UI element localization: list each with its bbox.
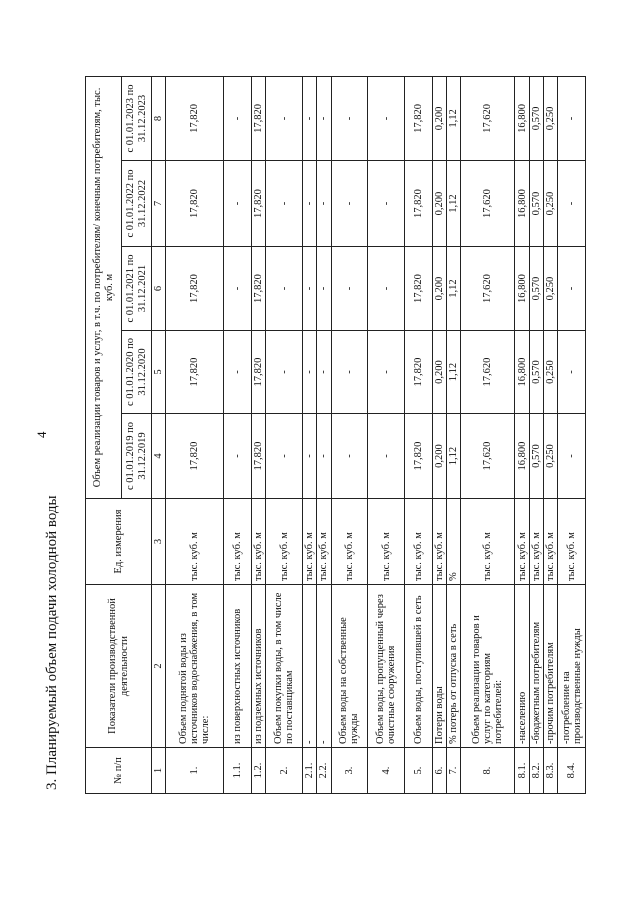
table-row — [266, 76, 303, 793]
row-value: 0,570 — [529, 76, 543, 160]
column-number: 7 — [152, 161, 166, 247]
water-supply-table — [85, 76, 586, 794]
row-value: 16,800 — [515, 414, 529, 499]
table-row — [331, 76, 368, 793]
header-period: с 01.01.2020 по 31.12.2020 — [122, 331, 152, 414]
row-indicator: -потребление на производственные нужды — [558, 585, 586, 748]
table-row — [515, 76, 529, 793]
row-indicator: - — [302, 585, 316, 748]
row-unit: тыс. куб. м — [224, 499, 252, 585]
row-value: - — [331, 161, 368, 247]
row-unit: тыс. куб. м — [405, 499, 433, 585]
row-value: - — [224, 247, 252, 331]
row-value: 16,800 — [515, 161, 529, 247]
row-value: - — [558, 331, 586, 414]
row-value: - — [558, 414, 586, 499]
row-number: 2. — [266, 748, 303, 794]
row-value: 1,12 — [446, 247, 460, 331]
row-value: 1,12 — [446, 76, 460, 160]
header-num: № п/п — [86, 748, 152, 794]
row-value: - — [331, 76, 368, 160]
row-value: - — [224, 161, 252, 247]
row-unit: тыс. куб. м — [302, 499, 316, 585]
table-row — [368, 76, 405, 793]
row-value: 0,570 — [529, 161, 543, 247]
column-number: 8 — [152, 76, 166, 160]
row-value: - — [558, 247, 586, 331]
row-value: - — [368, 247, 405, 331]
row-value: - — [224, 331, 252, 414]
row-value: 0,570 — [529, 414, 543, 499]
row-value: 17,620 — [461, 331, 515, 414]
row-value: 0,200 — [432, 161, 446, 247]
row-unit: тыс. куб. м — [266, 499, 303, 585]
header-indicator: Показатели производственной деятельности — [86, 585, 152, 748]
table-row — [166, 76, 224, 793]
row-value: - — [302, 161, 316, 247]
row-value: - — [317, 414, 331, 499]
row-value: 0,200 — [432, 247, 446, 331]
row-number: 2.2. — [317, 748, 331, 794]
row-value: 17,620 — [461, 414, 515, 499]
row-unit: тыс. куб. м — [558, 499, 586, 585]
water-supply-table-container — [85, 77, 586, 794]
row-value: - — [331, 414, 368, 499]
row-value: - — [302, 76, 316, 160]
row-value: - — [558, 161, 586, 247]
row-indicator: % потерь от отпуска в сеть — [446, 585, 460, 748]
row-value: 0,200 — [432, 331, 446, 414]
row-value: - — [266, 247, 303, 331]
row-indicator: Объем реализации товаров и услуг по категориям потребителей: — [461, 585, 515, 748]
row-value: - — [558, 76, 586, 160]
table-row — [302, 76, 316, 793]
row-value: 17,620 — [461, 161, 515, 247]
table-row — [224, 76, 252, 793]
row-number: 1. — [166, 748, 224, 794]
row-value: - — [368, 414, 405, 499]
row-value: - — [317, 76, 331, 160]
row-number: 8.2. — [529, 748, 543, 794]
row-value: - — [317, 331, 331, 414]
row-value: 1,12 — [446, 161, 460, 247]
row-indicator: Объем воды на собственные нужды — [331, 585, 368, 748]
row-number: 8.1. — [515, 748, 529, 794]
row-value: 0,200 — [432, 76, 446, 160]
row-unit: тыс. куб. м — [432, 499, 446, 585]
column-number: 1 — [152, 748, 166, 794]
table-row — [317, 76, 331, 793]
row-value: - — [317, 247, 331, 331]
row-number: 2.1. — [302, 748, 316, 794]
row-value: 17,820 — [166, 414, 224, 499]
row-value: 17,820 — [166, 331, 224, 414]
row-unit: тыс. куб. м — [317, 499, 331, 585]
row-value: 17,820 — [405, 414, 433, 499]
row-number: 7. — [446, 748, 460, 794]
row-number: 8.4. — [558, 748, 586, 794]
row-indicator: из подземных источников — [251, 585, 265, 748]
row-indicator: -прочим потребителям — [544, 585, 558, 748]
row-value: 17,620 — [461, 247, 515, 331]
row-value: 16,800 — [515, 247, 529, 331]
row-value: 17,820 — [166, 76, 224, 160]
row-value: - — [368, 76, 405, 160]
row-value: 17,820 — [405, 76, 433, 160]
row-value: - — [266, 414, 303, 499]
row-value: 17,820 — [405, 331, 433, 414]
row-value: - — [266, 331, 303, 414]
header-volume-group: Объем реализации товаров и услуг, в т.ч. по потребителям/ конечным потребителям, тыс. куб. м — [86, 76, 122, 498]
row-value: 17,820 — [166, 247, 224, 331]
table-row — [544, 76, 558, 793]
row-unit: тыс. куб. м — [461, 499, 515, 585]
header-period: с 01.01.2023 по 31.12.2023 — [122, 76, 152, 160]
column-number: 4 — [152, 414, 166, 499]
row-value: - — [302, 331, 316, 414]
header-period: с 01.01.2022 по 31.12.2022 — [122, 161, 152, 247]
row-number: 3. — [331, 748, 368, 794]
row-value: - — [368, 161, 405, 247]
table-body — [166, 76, 586, 793]
row-value: 1,12 — [446, 414, 460, 499]
row-value: 0,250 — [544, 161, 558, 247]
row-number: 8. — [461, 748, 515, 794]
row-value: 0,200 — [432, 414, 446, 499]
row-value: - — [317, 161, 331, 247]
table-row — [461, 76, 515, 793]
row-value: 1,12 — [446, 331, 460, 414]
row-value: 17,820 — [251, 76, 265, 160]
row-number: 5. — [405, 748, 433, 794]
row-number: 1.1. — [224, 748, 252, 794]
row-unit: тыс. куб. м — [529, 499, 543, 585]
table-row — [432, 76, 446, 793]
row-value: 17,820 — [251, 161, 265, 247]
row-value: 17,820 — [405, 247, 433, 331]
header-period: с 01.01.2019 по 31.12.2019 — [122, 414, 152, 499]
row-value: 0,250 — [544, 247, 558, 331]
row-indicator: из поверхностных источников — [224, 585, 252, 748]
row-number: 6. — [432, 748, 446, 794]
row-value: - — [368, 331, 405, 414]
row-value: 17,820 — [166, 161, 224, 247]
table-row — [446, 76, 460, 793]
row-unit: тыс. куб. м — [368, 499, 405, 585]
row-number: 4. — [368, 748, 405, 794]
row-value: - — [266, 76, 303, 160]
row-number: 8.3. — [544, 748, 558, 794]
row-indicator: Объем воды, пропущенный через очистные сооружения — [368, 585, 405, 748]
header-row-1 — [86, 76, 122, 793]
row-value: - — [266, 161, 303, 247]
table-row — [529, 76, 543, 793]
row-value: 16,800 — [515, 76, 529, 160]
row-value: - — [224, 414, 252, 499]
row-indicator: -бюджетным потребителям — [529, 585, 543, 748]
row-unit: тыс. куб. м — [515, 499, 529, 585]
row-unit: тыс. куб. м — [544, 499, 558, 585]
column-number: 5 — [152, 331, 166, 414]
table-row — [558, 76, 586, 793]
table-row — [251, 76, 265, 793]
row-value: 0,250 — [544, 76, 558, 160]
row-value: 0,250 — [544, 331, 558, 414]
row-value: 0,570 — [529, 331, 543, 414]
row-value: - — [331, 331, 368, 414]
page-number: 4 — [34, 431, 49, 438]
row-value: - — [331, 247, 368, 331]
row-value: 16,800 — [515, 331, 529, 414]
header-period: с 01.01.2021 по 31.12.2021 — [122, 247, 152, 331]
section-title: 3. Планируемый объем подачи холодной воды — [44, 495, 60, 790]
row-value: - — [302, 414, 316, 499]
row-unit: тыс. куб. м — [331, 499, 368, 585]
column-number-row — [152, 76, 166, 793]
row-unit: % — [446, 499, 460, 585]
header-unit: Ед. измерения — [86, 499, 152, 585]
row-indicator: - — [317, 585, 331, 748]
column-number: 3 — [152, 499, 166, 585]
row-value: 17,820 — [251, 331, 265, 414]
row-number: 1.2. — [251, 748, 265, 794]
row-indicator: Объем поднятой воды из источников водоснабжения, в том числе: — [166, 585, 224, 748]
row-value: - — [224, 76, 252, 160]
row-unit: тыс. куб. м — [251, 499, 265, 585]
row-indicator: Потери воды — [432, 585, 446, 748]
row-indicator: -населению — [515, 585, 529, 748]
row-value: 17,820 — [251, 247, 265, 331]
row-value: 17,620 — [461, 76, 515, 160]
row-value: 0,570 — [529, 247, 543, 331]
row-value: - — [302, 247, 316, 331]
column-number: 2 — [152, 585, 166, 748]
row-indicator: Объем воды, поступившей в сеть — [405, 585, 433, 748]
row-value: 0,250 — [544, 414, 558, 499]
column-number: 6 — [152, 247, 166, 331]
table-row — [405, 76, 433, 793]
row-indicator: Объем покупки воды, в том числе по поставщикам — [266, 585, 303, 748]
row-value: 17,820 — [405, 161, 433, 247]
row-unit: тыс. куб. м — [166, 499, 224, 585]
row-value: 17,820 — [251, 414, 265, 499]
